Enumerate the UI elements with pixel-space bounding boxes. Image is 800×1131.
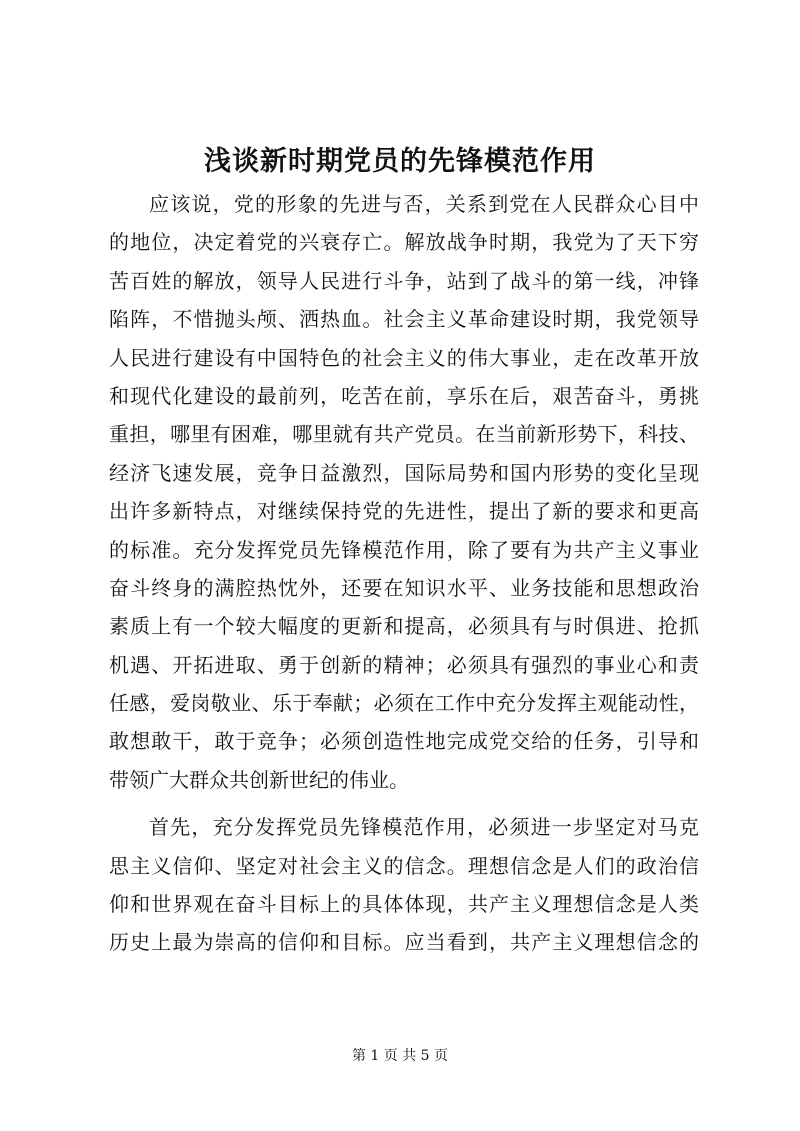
page-footer: 第 1 页 共 5 页 (351, 1048, 449, 1064)
text-line: 机遇、开拓进取、勇于创新的精神；必须具有强烈的事业心和责 (109, 652, 699, 677)
text-line: 出许多新特点，对继续保持党的先进性，提出了新的要求和更高 (109, 499, 699, 524)
text-line: 敢想敢干，敢于竞争；必须创造性地完成党交给的任务，引导和 (109, 729, 699, 754)
text-line: 苦百姓的解放，领导人民进行斗争，站到了战斗的第一线，冲锋 (109, 268, 699, 293)
text-line: 经济飞速发展，竞争日益激烈，国际局势和国内形势的变化呈现 (109, 460, 699, 485)
text-line: 和现代化建设的最前列，吃苦在前，享乐在后，艰苦奋斗，勇挑 (109, 383, 699, 408)
paragraph (109, 808, 699, 962)
text-line: 仰和世界观在奋斗目标上的具体体现，共产主义理想信念是人类 (109, 892, 699, 917)
text-line: 历史上最为崇高的信仰和目标。应当看到，共产主义理想信念的 (109, 930, 699, 955)
paragraph (109, 185, 699, 799)
text-line: 思主义信仰、坚定对社会主义的信念。理想信念是人们的政治信 (109, 853, 699, 878)
text-line: 任感，爱岗敬业、乐于奉献；必须在工作中充分发挥主观能动性， (109, 691, 699, 716)
document-title: 浅谈新时期党员的先锋模范作用 (204, 146, 596, 177)
text-line: 的标准。充分发挥党员先锋模范作用，除了要有为共产主义事业 (109, 537, 699, 562)
text-line: 重担，哪里有困难，哪里就有共产党员。在当前新形势下，科技、 (109, 422, 699, 447)
text-line: 陷阵，不惜抛头颅、洒热血。社会主义革命建设时期，我党领导 (109, 307, 699, 332)
text-line: 奋斗终身的满腔热忱外，还要在知识水平、业务技能和思想政治 (109, 575, 699, 600)
text-line: 的地位，决定着党的兴衰存亡。解放战争时期，我党为了天下穷 (109, 230, 699, 255)
text-line: 素质上有一个较大幅度的更新和提高，必须具有与时俱进、抢抓 (109, 614, 699, 639)
document-body (109, 185, 699, 962)
text-line: 人民进行建设有中国特色的社会主义的伟大事业，走在改革开放 (109, 345, 699, 370)
text-line: 应该说，党的形象的先进与否，关系到党在人民群众心目中 (149, 192, 699, 216)
text-line: 带领广大群众共创新世纪的伟业。 (109, 767, 409, 792)
text-line: 首先，充分发挥党员先锋模范作用，必须进一步坚定对马克 (149, 815, 699, 840)
